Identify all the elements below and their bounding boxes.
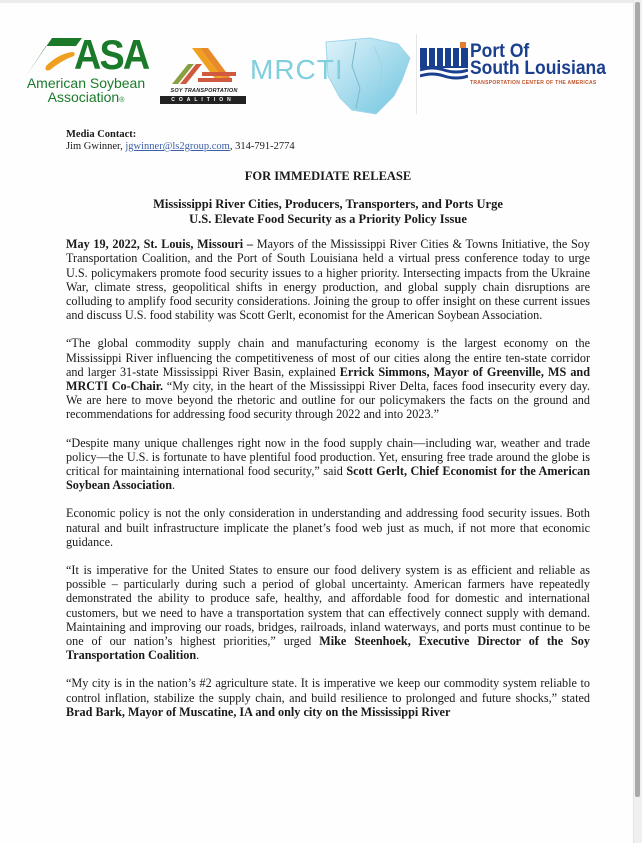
stc-emblem-icon — [158, 46, 250, 88]
soy-transportation-coalition-logo — [158, 46, 250, 108]
port-of-south-louisiana-logo — [420, 42, 615, 98]
quote-text-a: “My city is in the nation’s #2 agriculture state. It is imperative we keep our commodity system reliable to control inflation, stabilize the supply chain, and build resilience to prolonged and future shocks,” stated — [66, 676, 590, 705]
quote-text-a: “It is imperative for the United States to ensure our food delivery system is as efficient and reliable as possible – particularly during such a period of global uncertainty. American farmers have repeatedly demonstrated the ability to produce safe, healthy, and affordable food for domestic and international customers, but we need to have a transportation system that can effectively connect supply with demand. Maintaining and improving our roads, bridges, railroads, inland waterways, and ports must continue to be one of our nation’s highest priorities,” urged — [66, 563, 590, 649]
stc-caption: SOY TRANSPORTATION — [170, 88, 238, 94]
paragraph-text: Economic policy is not the only consideration in understanding and addressing food security issues. Both natural and built infrastructure implicate the planet’s food web just as much, if not more that economic guidance. — [66, 506, 590, 549]
port-logo-tagline: TRANSPORTATION CENTER OF THE AMERICAS — [470, 80, 597, 86]
contact-name: Jim Gwinner, — [66, 141, 126, 152]
registered-mark: ® — [119, 97, 125, 104]
media-contact-line — [66, 141, 590, 153]
port-emblem-icon — [420, 42, 468, 82]
contact-email-link[interactable]: jgwinner@ls2group.com — [125, 141, 230, 152]
speaker-attribution: Brad Bark, Mayor of Muscatine, IA and only city on the Mississippi River — [66, 704, 451, 719]
quote-text-a: “The global commodity supply chain and manufacturing economy is the largest economy on the Mississippi River influencing the competitiveness of most of our cities along the entire ten-state corridor and larger 31-state Mississippi River Basin, explained — [66, 336, 590, 379]
scrollbar-thumb[interactable] — [635, 2, 640, 797]
page-top-edge — [0, 0, 634, 3]
mrcti-logo — [248, 36, 418, 116]
vertical-scrollbar[interactable] — [633, 0, 642, 843]
headline — [66, 197, 590, 227]
quote-text-b: “My city, in the heart of the Mississippi River Delta, faces food insecurity every day. We are here to move beyond the rhetoric and outline for our policymakers the facts on the ground and recommendations for addressing food security through 2022 and into 2023.” — [66, 379, 590, 422]
speaker-attribution: Scott Gerlt, Chief Economist for the American Soybean Association — [66, 464, 590, 493]
paragraph-steenhoek-quote — [66, 563, 590, 662]
asa-logo-name — [16, 76, 156, 108]
paragraph-simmons-quote — [66, 336, 590, 421]
release-label: FOR IMMEDIATE RELEASE — [244, 169, 412, 183]
asa-logo — [16, 31, 156, 109]
logo-divider — [416, 34, 417, 114]
press-release-body — [66, 129, 590, 719]
paragraph-intro — [66, 237, 590, 322]
asa-logo-letters: ASA — [74, 31, 149, 78]
dateline: May 19, 2022, St. Louis, Missouri – — [66, 237, 253, 252]
paragraph-economic-policy — [66, 506, 590, 549]
mrcti-logo-text: MRCTI — [250, 54, 344, 85]
paragraph-bark-quote — [66, 676, 590, 719]
stc-caption-bar: COALITION — [160, 96, 246, 104]
contact-phone: , 314-791-2774 — [229, 141, 295, 152]
paragraph-intro-text: Mayors of the Mississippi River Cities & Towns Initiative, the Soy Transportation Coalition, and the Port of South Louisiana held a virtual press conference today to urge U.S. policymakers promote food security issues to a higher priority. Intersecting impacts from the Ukraine War, climate stress, geopolitical shifts in energy production, and global supply chain disruptions are colluding to amplify food security considerations. Joining the group to offer insight on these current issues and discuss U.S. food stability was Scott Gerlt, economist for the American Soybean Association. — [66, 237, 590, 323]
speaker-attribution: Errick Simmons, Mayor of Greenville, MS and MRCTI Co-Chair. — [66, 364, 590, 394]
speaker-attribution: Mike Steenhoek, Executive Director of the Soy Transportation Coalition — [66, 634, 590, 663]
logo-banner — [0, 24, 634, 114]
asa-name-line2-text: Association — [47, 89, 120, 105]
paragraph-gerlt-quote — [66, 436, 590, 493]
quote-text-b: . — [196, 648, 200, 663]
asa-name-line1: American Soybean — [26, 75, 146, 91]
quote-text-b: . — [172, 478, 176, 493]
headline-line2: U.S. Elevate Food Security as a Priority Policy Issue — [189, 212, 467, 227]
media-contact-label: Media Contact: — [66, 129, 137, 140]
port-logo-line2: South Louisiana — [470, 58, 606, 79]
asa-name-line2 — [16, 90, 156, 108]
port-logo-line1: Port Of — [470, 41, 530, 62]
quote-text-a: “Despite many unique challenges right now in the food supply chain—including war, weather and trade policy—the U.S. is fortunate to have plentiful food production. Yet, ensuring free trade around the globe is critical for maintaining international food security,” said — [66, 435, 590, 479]
headline-line1: Mississippi River Cities, Producers, Transporters, and Ports Urge — [153, 197, 503, 212]
